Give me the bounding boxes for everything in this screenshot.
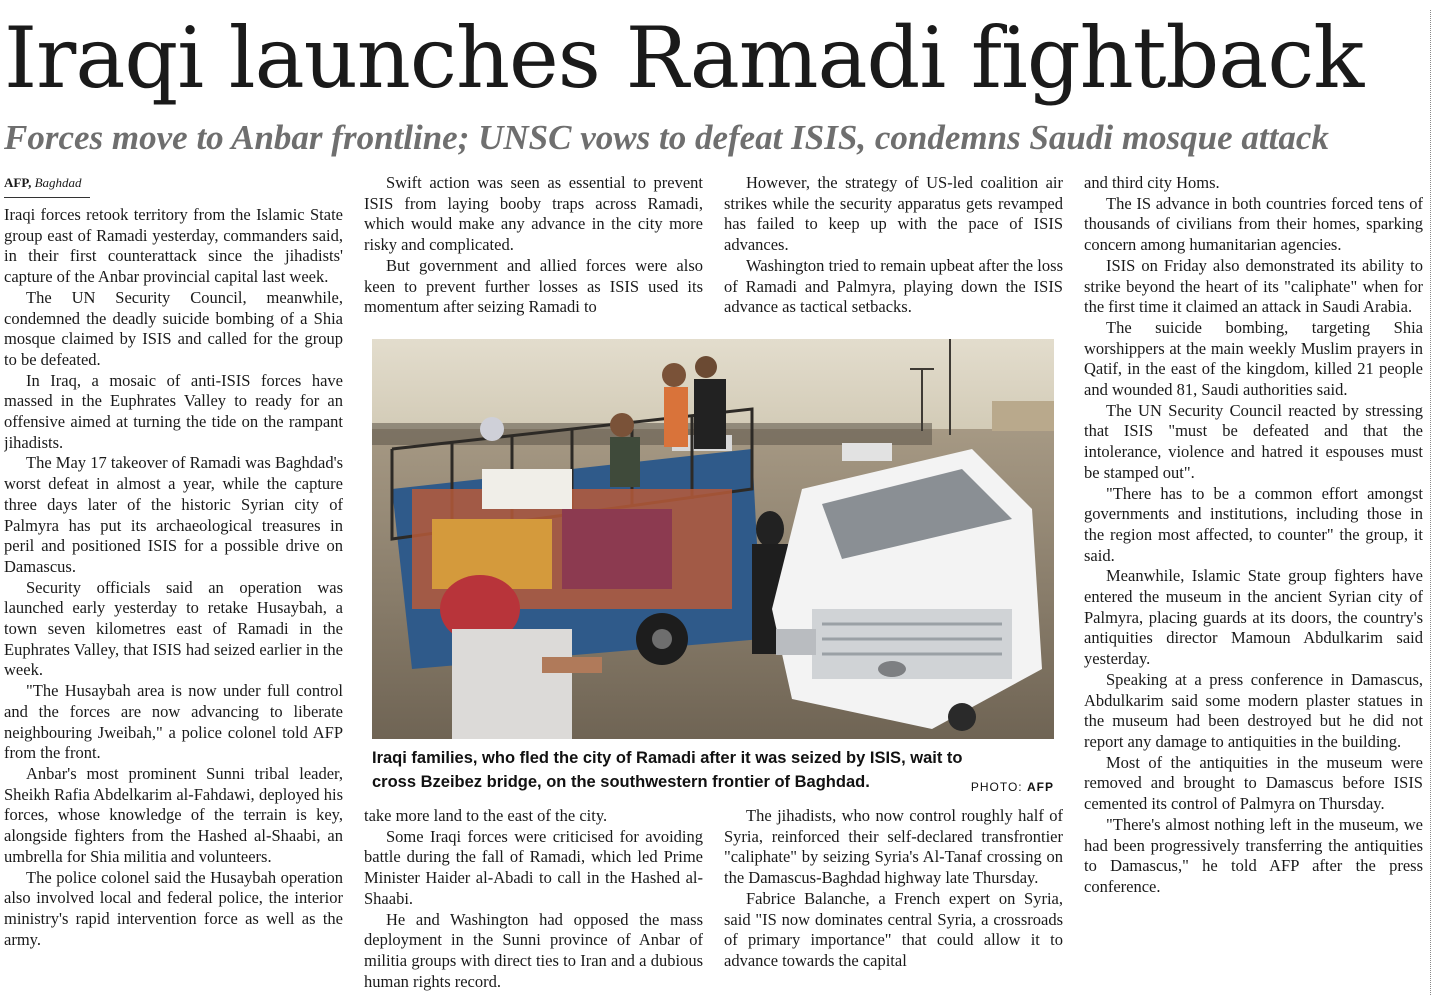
column-3-bottom xyxy=(724,806,1063,1000)
paragraph: Swift action was seen as essential to prevent ISIS from laying booby traps across Ramadi, which would make any advance in the city more risky and complicated. xyxy=(364,173,703,255)
paragraph: Some Iraqi forces were criticised for avoiding battle during the fall of Ramadi, which led Prime Minister Haider al-Abadi to call in the Hashed al-Shaabi. xyxy=(364,826,703,908)
paragraph: The IS advance in both countries forced tens of thousands of civilians from their homes, sparking concern among humanitarian agencies. xyxy=(1084,193,1423,255)
column-3-top xyxy=(724,173,1063,323)
paragraph: The suicide bombing, targeting Shia worshippers at the main weekly Muslim prayers in Qatif, in the east of the kingdom, killed 21 people and wounded 81, Saudi authorities said. xyxy=(1084,317,1423,400)
photo-caption xyxy=(372,746,1054,796)
paragraph: Washington tried to remain upbeat after the loss of Ramadi and Palmyra, playing down the ISIS advance as tactical setbacks. xyxy=(724,255,1063,317)
dateline-agency: AFP, xyxy=(4,175,32,190)
paragraph: "There has to be a common effort amongst governments and institutions, including those in the region most affected, to counter" the group, it said. xyxy=(1084,483,1423,565)
paragraph: The UN Security Council, meanwhile, condemned the deadly suicide bombing of a Shia mosque claimed by ISIS and called for the group to be defeated. xyxy=(4,287,343,369)
headline: Iraqi launches Ramadi fightback xyxy=(4,9,1364,107)
column-1 xyxy=(4,174,343,1000)
credit-label: PHOTO: xyxy=(970,780,1023,794)
paragraph: Security officials said an operation was launched early yesterday to retake Husaybah, a town seven kilometres east of Ramadi in the Euphrates Valley, that ISIS had seized earlier in the week. xyxy=(4,577,343,680)
dateline xyxy=(4,174,90,198)
paragraph: Most of the antiquities in the museum were removed and brought to Damascus before ISIS cemented its control of Palmyra on Thursday. xyxy=(1084,752,1423,814)
page-edge-rule xyxy=(1430,10,1431,995)
paragraph: "The Husaybah area is now under full control and the forces are now advancing to liberate neighbouring Jweibah," a police colonel told AFP from the front. xyxy=(4,681,343,763)
paragraph: Iraqi forces retook territory from the Islamic State group east of Ramadi yesterday, commanders said, in their first counterattack since the jihadists' capture of the Anbar provincial capital last week. xyxy=(4,205,343,287)
column-2-top xyxy=(364,173,703,323)
paragraph: However, the strategy of US-led coalition air strikes while the security apparatus gets revamped has failed to keep up with the pace of ISIS advances. xyxy=(724,173,1063,255)
paragraph: and third city Homs. xyxy=(1084,173,1220,192)
paragraph: But government and allied forces were also keen to prevent further losses as ISIS used its momentum after seizing Ramadi to xyxy=(364,255,703,317)
paragraph: The jihadists, who now control roughly half of Syria, reinforced their self-declared transfrontier "caliphate" by seizing Syria's Al-Tanaf crossing on the Damascus-Baghdad highway late Thursday. xyxy=(724,806,1063,888)
paragraph: take more land to the east of the city. xyxy=(364,806,608,825)
paragraph: He and Washington had opposed the mass deployment in the Sunni province of Anbar of militia groups with direct ties to Iran and a dubious human rights record. xyxy=(364,909,703,991)
paragraph: The May 17 takeover of Ramadi was Baghdad's worst defeat in almost a year, while the capture three days later of the historic Syrian city of Palmyra has put its archaeological treasures in peril and positioned ISIS for a possible drive on Damascus. xyxy=(4,453,343,576)
paragraph: Fabrice Balanche, a French expert on Syria, said "IS now dominates central Syria, a crossroads of primary importance" that could allow it to advance towards the capital xyxy=(724,888,1063,970)
column-4 xyxy=(1084,173,1423,1000)
dateline-place: Baghdad xyxy=(34,175,82,190)
photo-credit xyxy=(971,780,1054,794)
paragraph: The UN Security Council reacted by stressing that ISIS "must be defeated and that the intolerance, violence and hatred it espouses must be stamped out". xyxy=(1084,400,1423,482)
paragraph: "There's almost nothing left in the museum, we had been progressively transferring the antiquities to Damascus," he told AFP after the press conference. xyxy=(1084,814,1423,896)
news-photo xyxy=(372,339,1054,739)
paragraph: Speaking at a press conference in Damascus, Abdulkarim said some modern plaster statues in the museum had been destroyed but he did not report any damage to antiquities in the building. xyxy=(1084,669,1423,751)
paragraph: The police colonel said the Husaybah operation also involved local and federal police, the interior ministry's rapid intervention force as well as the army. xyxy=(4,867,343,949)
paragraph: Anbar's most prominent Sunni tribal leader, Sheikh Rafia Abdelkarim al-Fahdawi, deployed his forces, whose knowledge of the terrain is key, alongside fighters from the Hashed al-Shaabi, an umbrella for Shia militia and volunteers. xyxy=(4,763,343,866)
paragraph: In Iraq, a mosaic of anti-ISIS forces have massed in the Euphrates Valley to ready for an offensive aimed at turning the tide on the rampant jihadists. xyxy=(4,370,343,452)
credit-source: AFP xyxy=(1027,780,1054,794)
paragraph: ISIS on Friday also demonstrated its ability to strike beyond the heart of its "caliphate" when for the first time it claimed an attack in Saudi Arabia. xyxy=(1084,255,1423,317)
subheadline: Forces move to Anbar frontline; UNSC vows to defeat ISIS, condemns Saudi mosque attack xyxy=(4,118,1329,157)
paragraph: Meanwhile, Islamic State group fighters have entered the museum in the ancient Syrian city of Palmyra, placing guards at its doors, the country's antiquities director Mamoun Abdulkarim said yesterday. xyxy=(1084,566,1423,669)
refugee-convoy-image xyxy=(372,339,1054,739)
caption-text: Iraqi families, who fled the city of Ramadi after it was seized by ISIS, wait to cross Bzeibez bridge, on the southwestern frontier of Baghdad. xyxy=(372,749,963,791)
column-2-bottom xyxy=(364,806,703,1000)
